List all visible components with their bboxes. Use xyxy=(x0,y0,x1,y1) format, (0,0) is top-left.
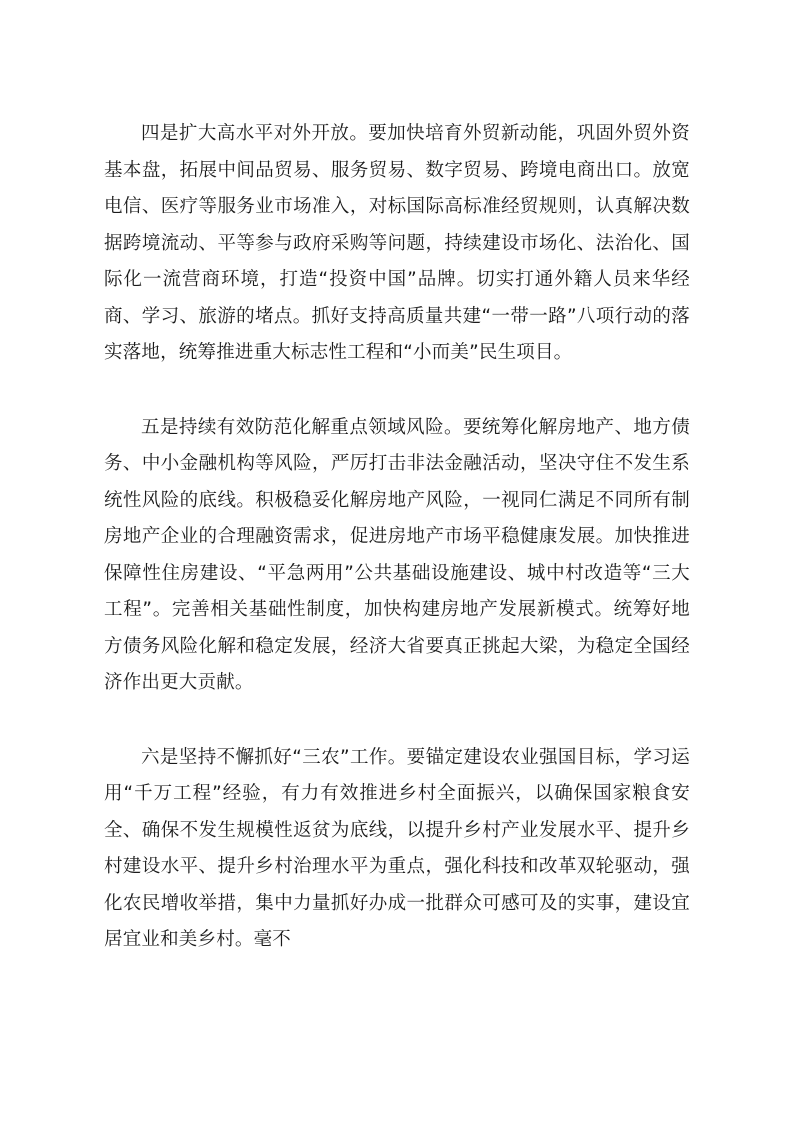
paragraph-open-up: 四是扩大高水平对外开放。要加快培育外贸新动能，巩固外贸外资基本盘，拓展中间品贸易、服务贸易、数字贸易、跨境电商出口。放宽电信、医疗等服务业市场准入，对标国际高标准经贸规则，认真解决数据跨境流动、平等参与政府采购等问题，持续建设市场化、法治化、国际化一流营商环境，打造“投资中国”品牌。切实打通外籍人员来华经商、学习、旅游的堵点。抓好支持高质量共建“一带一路”八项行动的落实落地，统筹推进重大标志性工程和“小而美”民生项目。 xyxy=(104,123,690,363)
paragraph-risk-prevention: 五是持续有效防范化解重点领域风险。要统筹化解房地产、地方债务、中小金融机构等风险，严厉打击非法金融活动，坚决守住不发生系统性风险的底线。积极稳妥化解房地产风险，一视同仁满足不同所有制房地产企业的合理融资需求，促进房地产市场平稳健康发展。加快推进保障性住房建设、“平急两用”公共基础设施建设、城中村改造等“三大工程”。完善相关基础性制度，加快构建房地产发展新模式。统筹好地方债务风险化解和稳定发展，经济大省要真正挑起大梁，为稳定全国经济作出更大贡献。 xyxy=(104,416,690,693)
paragraph-agriculture: 六是坚持不懈抓好“三农”工作。要锚定建设农业强国目标，学习运用“千万工程”经验，有力有效推进乡村全面振兴，以确保国家粮食安全、确保不发生规模性返贫为底线，以提升乡村产业发展水平、提升乡村建设水平、提升乡村治理水平为重点，强化科技和改革双轮驱动，强化农民增收举措，集中力量抓好办成一批群众可感可及的实事，建设宜居宜业和美乡村。毫不 xyxy=(104,746,690,950)
document-body xyxy=(104,116,690,997)
